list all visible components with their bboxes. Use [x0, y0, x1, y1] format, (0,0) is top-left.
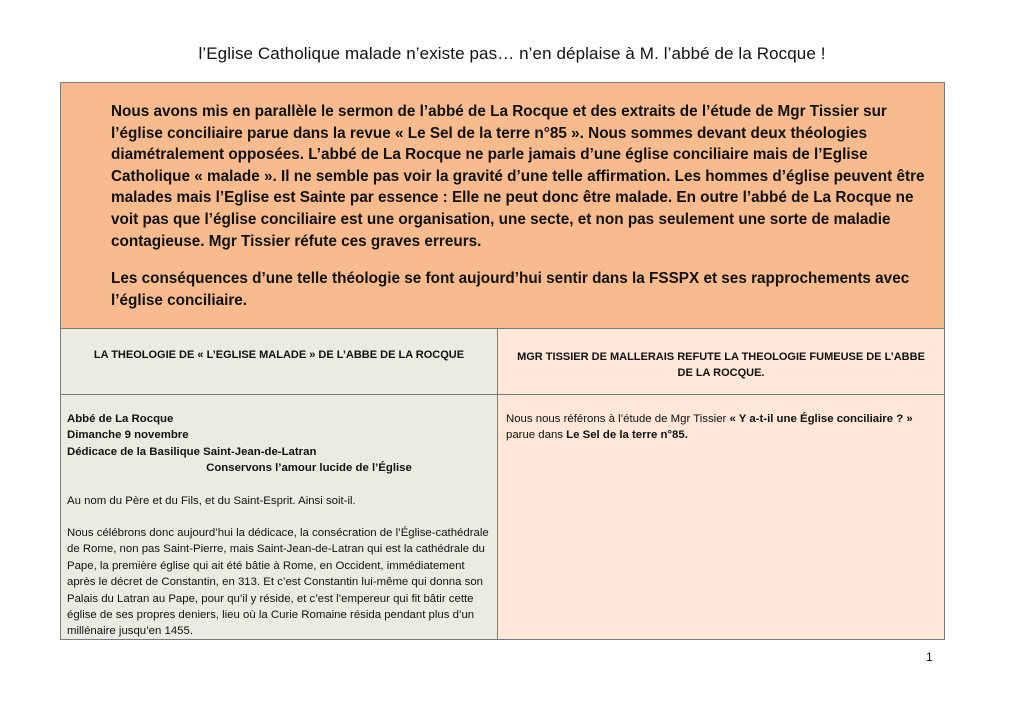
- right-column-header: MGR TISSIER DE MALLERAIS REFUTE LA THEOLOGIE FUMEUSE DE L’ABBE DE LA ROCQUE.: [498, 329, 944, 395]
- sermon-invocation: Au nom du Père et du Fils, et du Saint-Esprit. Ainsi soit-il.: [67, 494, 356, 507]
- sermon-paragraph: Nous célébrons donc aujourd’hui la dédicace, la consécration de l’Église-cathédrale de Rome, non pas Saint-Pierre, mais Saint-Jean-de-Latran qui est la cathédrale du Pape, la première église qui ait été bâtie à Rome, en Occident, immédiatement après le décret de Constantin, en 313. Et c’est Constantin lui-même qui donna son Palais du Latran au Pape, pour qu’il y réside, et c’est l’empereur qui fit bâtir cette église de ses propres deniers, lieu où la Curie Romaine résida pendant plus d’un millénaire jusqu’en 1455.: [67, 527, 489, 638]
- intro-paragraph-1: Nous avons mis en parallèle le sermon de l’abbé de La Rocque et des extraits de l’étude de Mgr Tissier sur l’église conciliaire parue dans la revue « Le Sel de la terre n°85 ». Nous sommes devant deux théologies diamétralement opposées. L’abbé de La Rocque ne parle jamais d’une église conciliaire mais de l’Eglise Catholique « malade ». Il ne semble pas voir la gravité d’une telle affirmation. Les hommes d’église peuvent être malades mais l’Eglise est Sainte par essence : Elle ne peut donc être malade. En outre l’abbé de La Rocque ne voit pas que l’église conciliaire est une organisation, une secte, et non pas seulement une sorte de maladie contagieuse. Mgr Tissier réfute ces graves erreurs.: [111, 103, 925, 250]
- intro-box: [61, 83, 944, 329]
- right-column-body: [498, 395, 944, 639]
- sermon-occasion: Dédicace de la Basilique Saint-Jean-de-Latran: [67, 445, 317, 458]
- left-column-header: LA THEOLOGIE DE « L’EGLISE MALADE » DE L’ABBE DE LA ROCQUE: [61, 329, 498, 395]
- reference-text: [506, 411, 936, 444]
- sermon-author: Abbé de La Rocque: [67, 413, 174, 425]
- sermon-title: Conservons l’amour lucide de l’Église: [206, 462, 412, 475]
- reference-middle: parue dans: [506, 429, 563, 442]
- intro-paragraph-2: Les conséquences d’une telle théologie se font aujourd’hui sentir dans la FSSPX et ses rapprochements avec l’église conciliaire.: [111, 270, 910, 309]
- page-number: 1: [926, 650, 933, 664]
- comparison-table: [60, 82, 945, 640]
- left-column-body: [61, 395, 498, 639]
- page-title: l’Eglise Catholique malade n’existe pas… n’en déplaise à M. l’abbé de la Rocque !: [198, 44, 826, 63]
- sermon-date: Dimanche 9 novembre: [67, 429, 189, 442]
- study-title: « Y a-t-il une Église conciliaire ? »: [729, 413, 913, 425]
- publication-name: Le Sel de la terre n°85.: [566, 429, 688, 442]
- reference-intro: Nous nous référons à l’étude de Mgr Tissier: [506, 413, 727, 425]
